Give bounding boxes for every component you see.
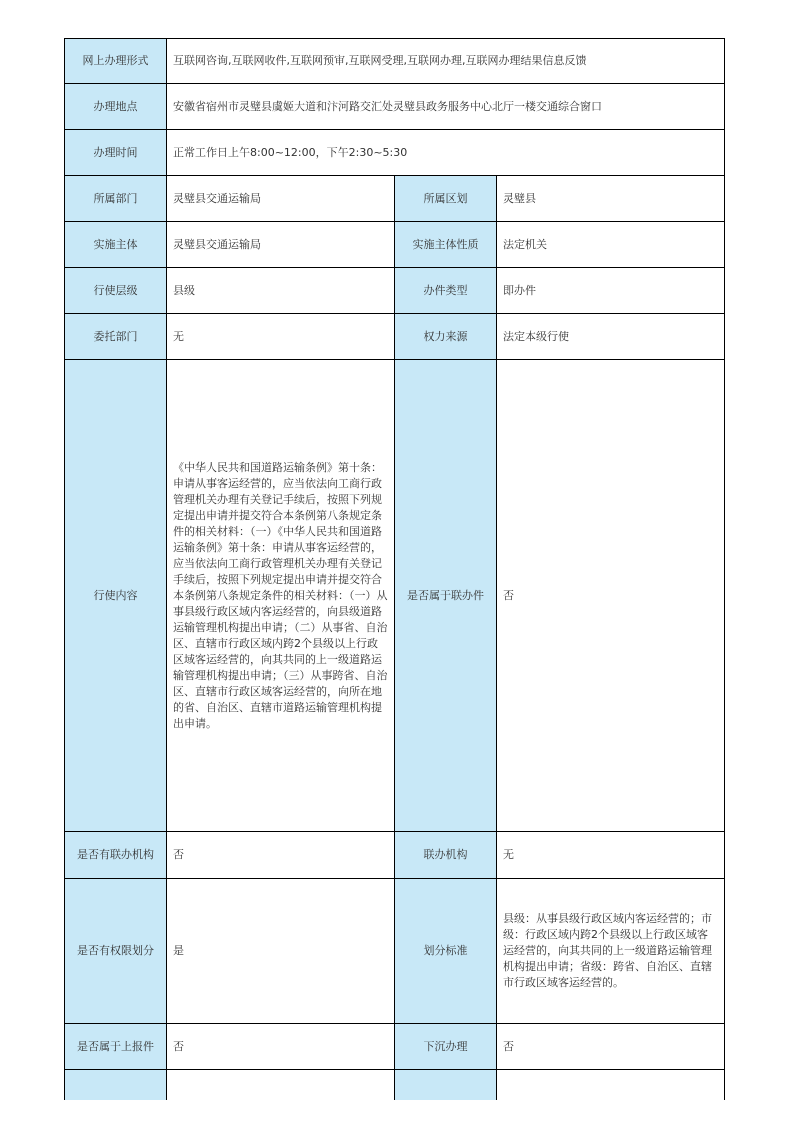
region-label: 所属区划 — [395, 176, 497, 222]
level-label: 行使层级 — [65, 268, 167, 314]
hours-value: 正常工作日上午8:00~12:00，下午2:30~5:30 — [167, 130, 725, 176]
row-location — [65, 84, 725, 130]
online-forms-label: 网上办理形式 — [65, 39, 167, 84]
power-source-value: 法定本级行使 — [497, 314, 725, 360]
joint-org-value: 无 — [497, 832, 725, 879]
joint-org-label: 联办机构 — [395, 832, 497, 879]
department-value: 灵璧县交通运输局 — [167, 176, 395, 222]
report-up-label: 是否属于上报件 — [65, 1024, 167, 1070]
row-division — [65, 879, 725, 1024]
division-standard-value: 县级：从事县级行政区域内客运经营的；市级：行政区域内跨2个县级以上行政区域客运经营的，向其共同的上一级道路运输管理机构提出申请；省级：跨省、自治区、直辖市行政区域客运经营的。 — [497, 879, 725, 1024]
joint-case-label: 是否属于联办件 — [395, 360, 497, 832]
row-level — [65, 268, 725, 314]
entrusted-value: 无 — [167, 314, 395, 360]
row-hours — [65, 130, 725, 176]
location-label: 办理地点 — [65, 84, 167, 130]
region-value: 灵璧县 — [497, 176, 725, 222]
joint-case-value: 否 — [497, 360, 725, 832]
level-value: 县级 — [167, 268, 395, 314]
continued-value-cell — [167, 1070, 395, 1100]
sink-label: 下沉办理 — [395, 1024, 497, 1070]
power-source-label: 权力来源 — [395, 314, 497, 360]
row-continued — [65, 1070, 725, 1100]
hours-label: 办理时间 — [65, 130, 167, 176]
division-standard-label: 划分标准 — [395, 879, 497, 1024]
subject-label: 实施主体 — [65, 222, 167, 268]
row-report-up — [65, 1024, 725, 1070]
sink-value: 否 — [497, 1024, 725, 1070]
subject-nature-value: 法定机关 — [497, 222, 725, 268]
has-division-value: 是 — [167, 879, 395, 1024]
row-entrusted — [65, 314, 725, 360]
case-type-value: 即办件 — [497, 268, 725, 314]
department-label: 所属部门 — [65, 176, 167, 222]
content-value: 《中华人民共和国道路运输条例》第十条：申请从事客运经营的，应当依法向工商行政管理机关办理有关登记手续后，按照下列规定提出申请并提交符合本条例第八条规定条件的相关材料：（一）《中华人民共和国道路运输条例》第十条：申请从事客运经营的，应当依法向工商行政管理机关办理有关登记手续后，按照下列规定提出申请并提交符合本条例第八条规定条件的相关材料：（一）从事县级行政区域内客运经营的，向县级道路运输管理机构提出申请；（二）从事省、自治区、直辖市行政区域内跨2个县级以上行政区域客运经营的，向其共同的上一级道路运输管理机构提出申请；（三）从事跨省、自治区、直辖市行政区域客运经营的，向所在地的省、自治区、直辖市道路运输管理机构提出申请。 — [167, 360, 395, 832]
content-label: 行使内容 — [65, 360, 167, 832]
row-subject — [65, 222, 725, 268]
continued-label-cell-2 — [395, 1070, 497, 1100]
has-division-label: 是否有权限划分 — [65, 879, 167, 1024]
continued-value-cell-2 — [497, 1070, 725, 1100]
subject-value: 灵璧县交通运输局 — [167, 222, 395, 268]
subject-nature-label: 实施主体性质 — [395, 222, 497, 268]
row-joint-org — [65, 832, 725, 879]
case-type-label: 办件类型 — [395, 268, 497, 314]
entrusted-label: 委托部门 — [65, 314, 167, 360]
matter-info-table — [64, 38, 725, 1100]
continued-label-cell — [65, 1070, 167, 1100]
report-up-value: 否 — [167, 1024, 395, 1070]
has-joint-org-value: 否 — [167, 832, 395, 879]
online-forms-value: 互联网咨询,互联网收件,互联网预审,互联网受理,互联网办理,互联网办理结果信息反馈 — [167, 39, 725, 84]
location-value: 安徽省宿州市灵璧县虞姬大道和汴河路交汇处灵璧县政务服务中心北厅一楼交通综合窗口 — [167, 84, 725, 130]
row-online-forms — [65, 39, 725, 84]
row-department — [65, 176, 725, 222]
has-joint-org-label: 是否有联办机构 — [65, 832, 167, 879]
row-content — [65, 360, 725, 832]
